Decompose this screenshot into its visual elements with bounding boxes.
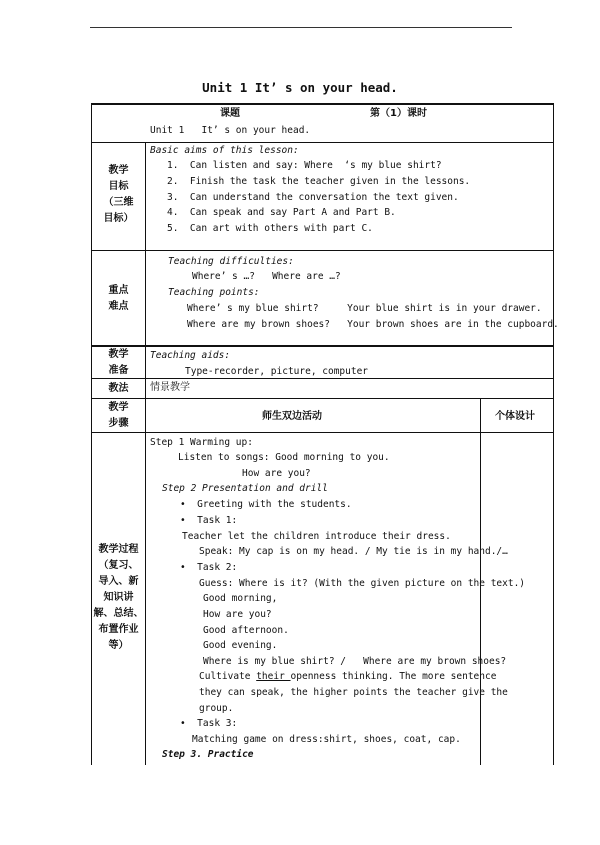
activity-header: 师生双边活动 bbox=[262, 411, 322, 422]
process-line: Good evening. bbox=[203, 640, 278, 651]
step-1: Step 1 Warming up: bbox=[150, 437, 253, 448]
aims-heading: Basic aims of this lesson: bbox=[150, 145, 299, 156]
topic-label: 课题 bbox=[220, 108, 240, 119]
task-1: • Task 1: bbox=[180, 515, 238, 526]
step-3: Step 3. Practice bbox=[162, 749, 254, 760]
process-line: group. bbox=[199, 703, 234, 714]
row-divider bbox=[91, 432, 554, 433]
task-2: • Task 2: bbox=[180, 562, 238, 573]
aim-item: 5. Can art with others with part C. bbox=[167, 223, 373, 234]
row-divider bbox=[91, 142, 554, 143]
table-top-border bbox=[91, 103, 553, 105]
steps-label: 教学 步骤 bbox=[108, 402, 129, 429]
row-divider bbox=[91, 250, 554, 251]
top-rule bbox=[90, 27, 512, 28]
design-header: 个体设计 bbox=[495, 411, 535, 422]
aids-label: 教学 准备 bbox=[108, 349, 129, 376]
aim-item: 4. Can speak and say Part A and Part B. bbox=[167, 207, 396, 218]
process-line: Speak: My cap is on my head. / My tie is in my hand./… bbox=[199, 546, 508, 557]
aids-line: Type-recorder, picture, computer bbox=[185, 366, 369, 377]
process-label: 教学过程 （复习、 导入、新 知识讲 解、总结、 布置作业 等） bbox=[93, 544, 144, 651]
task-3: • Task 3: bbox=[180, 718, 238, 729]
cultivate-rest: openness thinking. The more sentence bbox=[290, 671, 497, 682]
process-line: How are you? bbox=[242, 468, 311, 479]
method-value: 情景教学 bbox=[150, 382, 190, 393]
table-right-border bbox=[553, 103, 554, 765]
method-label: 教法 bbox=[108, 383, 129, 394]
row-divider bbox=[91, 378, 554, 379]
process-line: Teacher let the children introduce their dress. bbox=[182, 531, 451, 542]
row-divider bbox=[91, 345, 554, 347]
process-line: Where is my blue shirt? / Where are my brown shoes? bbox=[203, 656, 507, 667]
aids-heading: Teaching aids: bbox=[150, 350, 231, 361]
points-heading: Teaching points: bbox=[168, 287, 260, 298]
process-line: they can speak, the higher points the teacher give the bbox=[199, 687, 508, 698]
aim-item: 2. Finish the task the teacher given in the lessons. bbox=[167, 176, 471, 187]
aim-item: 1. Can listen and say: Where ‘s my blue shirt? bbox=[167, 160, 442, 171]
lesson-number: 第（1）课时 bbox=[370, 108, 427, 119]
difficulties-label: 重点 难点 bbox=[108, 285, 129, 312]
cultivate-text: Cultivate bbox=[199, 671, 257, 682]
step-2: Step 2 Presentation and drill bbox=[162, 483, 328, 494]
process-line: Guess: Where is it? (With the given picture on the text.) bbox=[199, 578, 526, 589]
difficulties-heading: Teaching difficulties: bbox=[168, 256, 294, 267]
process-line: Matching game on dress:shirt, shoes, coat, cap. bbox=[192, 734, 461, 745]
label-column-border bbox=[145, 142, 146, 765]
difficulty-line: Where’ s …? Where are …? bbox=[192, 271, 341, 282]
unit-line: Unit 1 It’ s on your head. bbox=[150, 125, 311, 136]
page-title: Unit 1 It’ s on your head. bbox=[202, 80, 398, 95]
process-line: • Greeting with the students. bbox=[180, 499, 352, 510]
underlined-word: their bbox=[256, 671, 291, 682]
aim-item: 3. Can understand the conversation the text given. bbox=[167, 192, 459, 203]
row-divider bbox=[91, 398, 554, 399]
process-line: Good afternoon. bbox=[203, 625, 289, 636]
point-line: Where are my brown shoes? Your brown shoes are in the cupboard. bbox=[187, 319, 559, 330]
process-line: How are you? bbox=[203, 609, 272, 620]
process-line bbox=[199, 670, 496, 683]
aims-label: 教学 目标 （三维 目标） bbox=[103, 165, 134, 224]
process-line: Listen to songs: Good morning to you. bbox=[178, 452, 390, 463]
process-line: Good morning, bbox=[203, 593, 278, 604]
point-line: Where’ s my blue shirt? Your blue shirt is in your drawer. bbox=[187, 303, 542, 314]
